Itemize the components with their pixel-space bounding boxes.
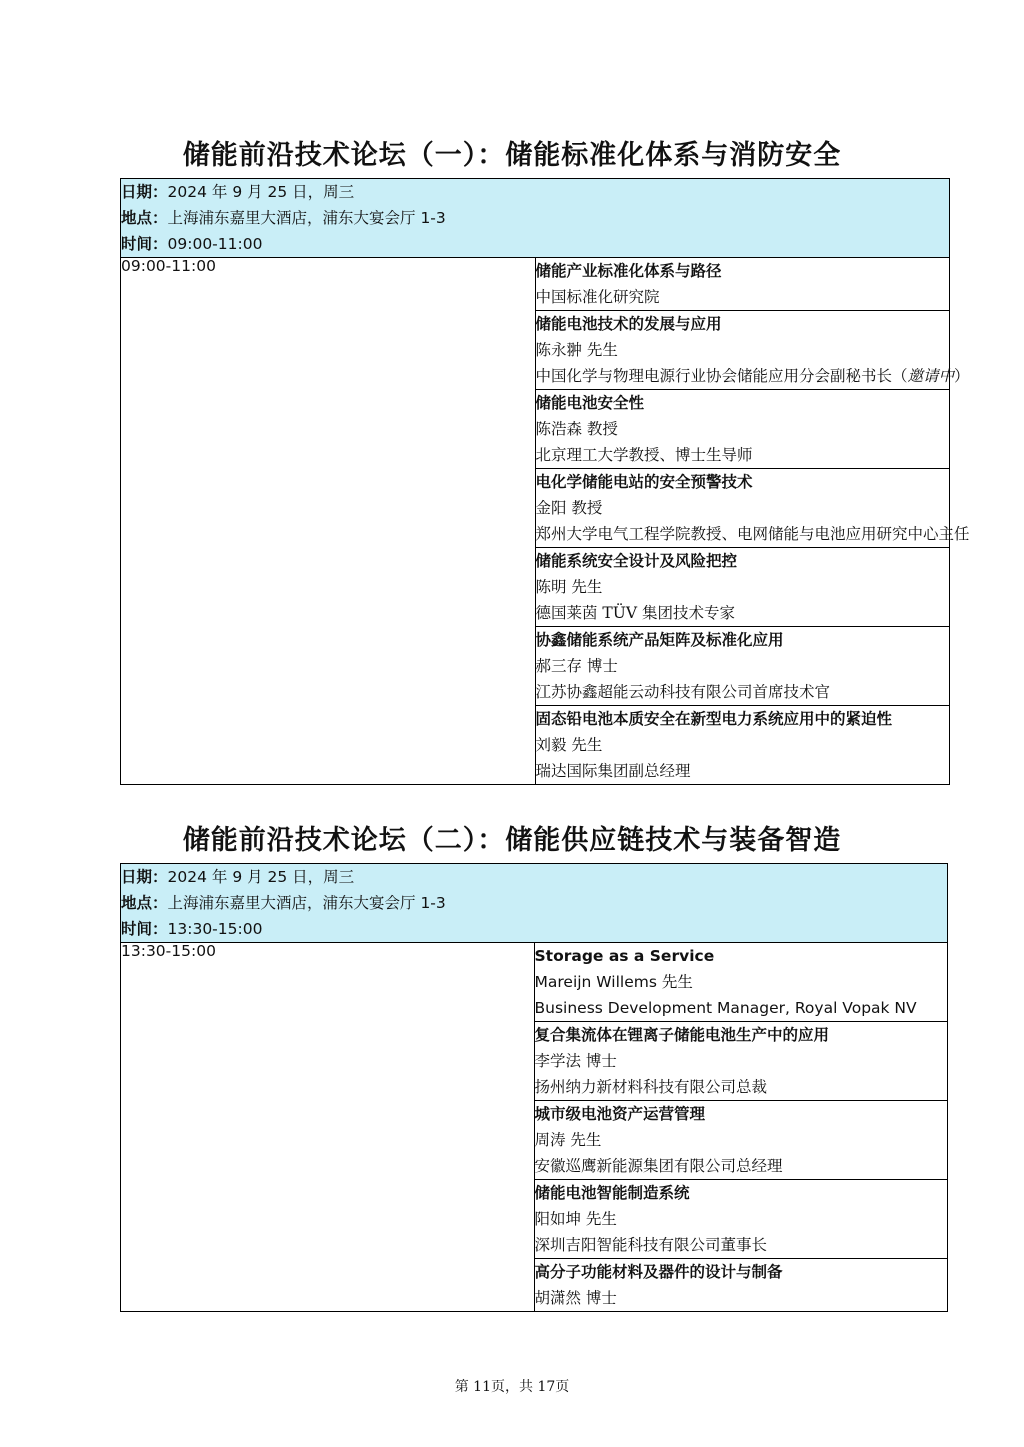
talk-affiliation: 安徽巡鹰新能源集团有限公司总经理 <box>534 1157 783 1175</box>
talk-affiliation: 深圳吉阳智能科技有限公司董事长 <box>534 1236 768 1254</box>
talk-affiliation: Business Development Manager, Royal Vopak NV <box>534 999 917 1017</box>
talk-topic: 固态铅电池本质安全在新型电力系统应用中的紧迫性 <box>535 710 893 728</box>
talk-topic: 复合集流体在锂离子储能电池生产中的应用 <box>534 1026 830 1044</box>
forum1-place <box>121 205 949 231</box>
time-label: 时间： <box>121 920 168 938</box>
forum2-place <box>121 890 947 916</box>
talk-affiliation: 瑞达国际集团副总经理 <box>535 762 691 780</box>
forum1-date <box>121 179 949 205</box>
forum2-slot-time: 13:30-15:00 <box>121 943 535 1312</box>
talk-affiliation: 郑州大学电气工程学院教授、电网储能与电池应用研究中心主任 <box>535 525 970 543</box>
forum1-time <box>121 231 949 257</box>
date-value: 2024 年 9 月 25 日，周三 <box>167 868 355 886</box>
talk-speaker: 金阳 教授 <box>535 499 603 517</box>
forum2-talk-2 <box>534 1022 948 1101</box>
talk-topic: 储能电池安全性 <box>535 394 645 412</box>
forum2-schedule-table <box>120 863 948 1312</box>
forum2-info-row <box>121 864 948 943</box>
talk-topic: 协鑫储能系统产品矩阵及标准化应用 <box>535 631 784 649</box>
invitation-note: 邀请中 <box>907 367 955 385</box>
date-label: 日期： <box>121 868 168 886</box>
talk-speaker: 周涛 先生 <box>534 1131 602 1149</box>
talk-affiliation <box>535 363 970 389</box>
talk-speaker: 陈明 先生 <box>535 578 603 596</box>
forum2-talk-row <box>121 943 948 1022</box>
forum1-talk-1 <box>535 258 950 311</box>
talk-topic: 储能系统安全设计及风险把控 <box>535 552 738 570</box>
talk-topic: 电化学储能电站的安全预警技术 <box>535 473 753 491</box>
talk-speaker: 陈永翀 先生 <box>535 341 618 359</box>
talk-topic: 储能电池技术的发展与应用 <box>535 315 722 333</box>
talk-speaker: 郝三存 博士 <box>535 657 618 675</box>
place-value: 上海浦东嘉里大酒店，浦东大宴会厅 1-3 <box>167 894 446 912</box>
forum1-talk-3 <box>535 390 950 469</box>
time-value: 13:30-15:00 <box>167 920 263 938</box>
page-footer: 第 11页，共 17页 <box>454 1379 570 1395</box>
talk-affiliation: 北京理工大学教授、博士生导师 <box>535 446 753 464</box>
forum1-info-row <box>121 179 950 258</box>
place-label: 地点： <box>121 209 168 227</box>
place-label: 地点： <box>121 894 168 912</box>
talk-affiliation: 江苏协鑫超能云动科技有限公司首席技术官 <box>535 683 831 701</box>
date-value: 2024 年 9 月 25 日，周三 <box>167 183 355 201</box>
forum1-talk-4 <box>535 469 970 548</box>
talk-speaker: 陈浩森 教授 <box>535 420 618 438</box>
talk-topic: 储能电池智能制造系统 <box>534 1184 690 1202</box>
date-label: 日期： <box>121 183 168 201</box>
talk-topic: 高分子功能材料及器件的设计与制备 <box>534 1263 783 1281</box>
talk-speaker: Mareijn Willems 先生 <box>534 973 693 991</box>
forum2-info-cell <box>121 864 948 943</box>
talk-speaker: 中国标准化研究院 <box>535 288 660 306</box>
talk-affiliation: 德国莱茵 TÜV 集团技术专家 <box>535 604 735 622</box>
forum2-talk-1 <box>534 943 948 1022</box>
time-label: 时间： <box>121 235 168 253</box>
forum2-talk-3 <box>534 1101 948 1180</box>
forum1-talk-row <box>121 258 950 311</box>
talk-topic: 城市级电池资产运营管理 <box>534 1105 706 1123</box>
forum2-talk-5 <box>534 1259 948 1312</box>
forum2-time <box>121 916 947 942</box>
talk-affiliation: 扬州纳力新材料科技有限公司总裁 <box>534 1078 768 1096</box>
forum1-schedule-table <box>120 178 970 785</box>
forum1-title: 储能前沿技术论坛（一）：储能标准化体系与消防安全 <box>182 140 842 171</box>
forum2-title: 储能前沿技术论坛（二）：储能供应链技术与装备智造 <box>182 825 842 856</box>
talk-speaker: 李学法 博士 <box>534 1052 617 1070</box>
time-value: 09:00-11:00 <box>167 235 263 253</box>
forum1-info-cell <box>121 179 950 258</box>
affiliation-text: 中国化学与物理电源行业协会储能应用分会副秘书长（ <box>535 367 908 385</box>
affiliation-close: ） <box>954 367 970 385</box>
talk-topic: Storage as a Service <box>534 947 715 965</box>
talk-speaker: 刘毅 先生 <box>535 736 603 754</box>
forum2-date <box>121 864 947 890</box>
place-value: 上海浦东嘉里大酒店，浦东大宴会厅 1-3 <box>167 209 446 227</box>
forum1-talk-6 <box>535 627 950 706</box>
talk-speaker: 阳如坤 先生 <box>534 1210 617 1228</box>
forum1-talk-5 <box>535 548 950 627</box>
talk-speaker: 胡潇然 博士 <box>534 1289 617 1307</box>
forum1-talk-7 <box>535 706 950 785</box>
talk-topic: 储能产业标准化体系与路径 <box>535 262 722 280</box>
forum1-talk-2 <box>535 311 970 390</box>
forum1-slot-time: 09:00-11:00 <box>121 258 536 785</box>
forum2-talk-4 <box>534 1180 948 1259</box>
